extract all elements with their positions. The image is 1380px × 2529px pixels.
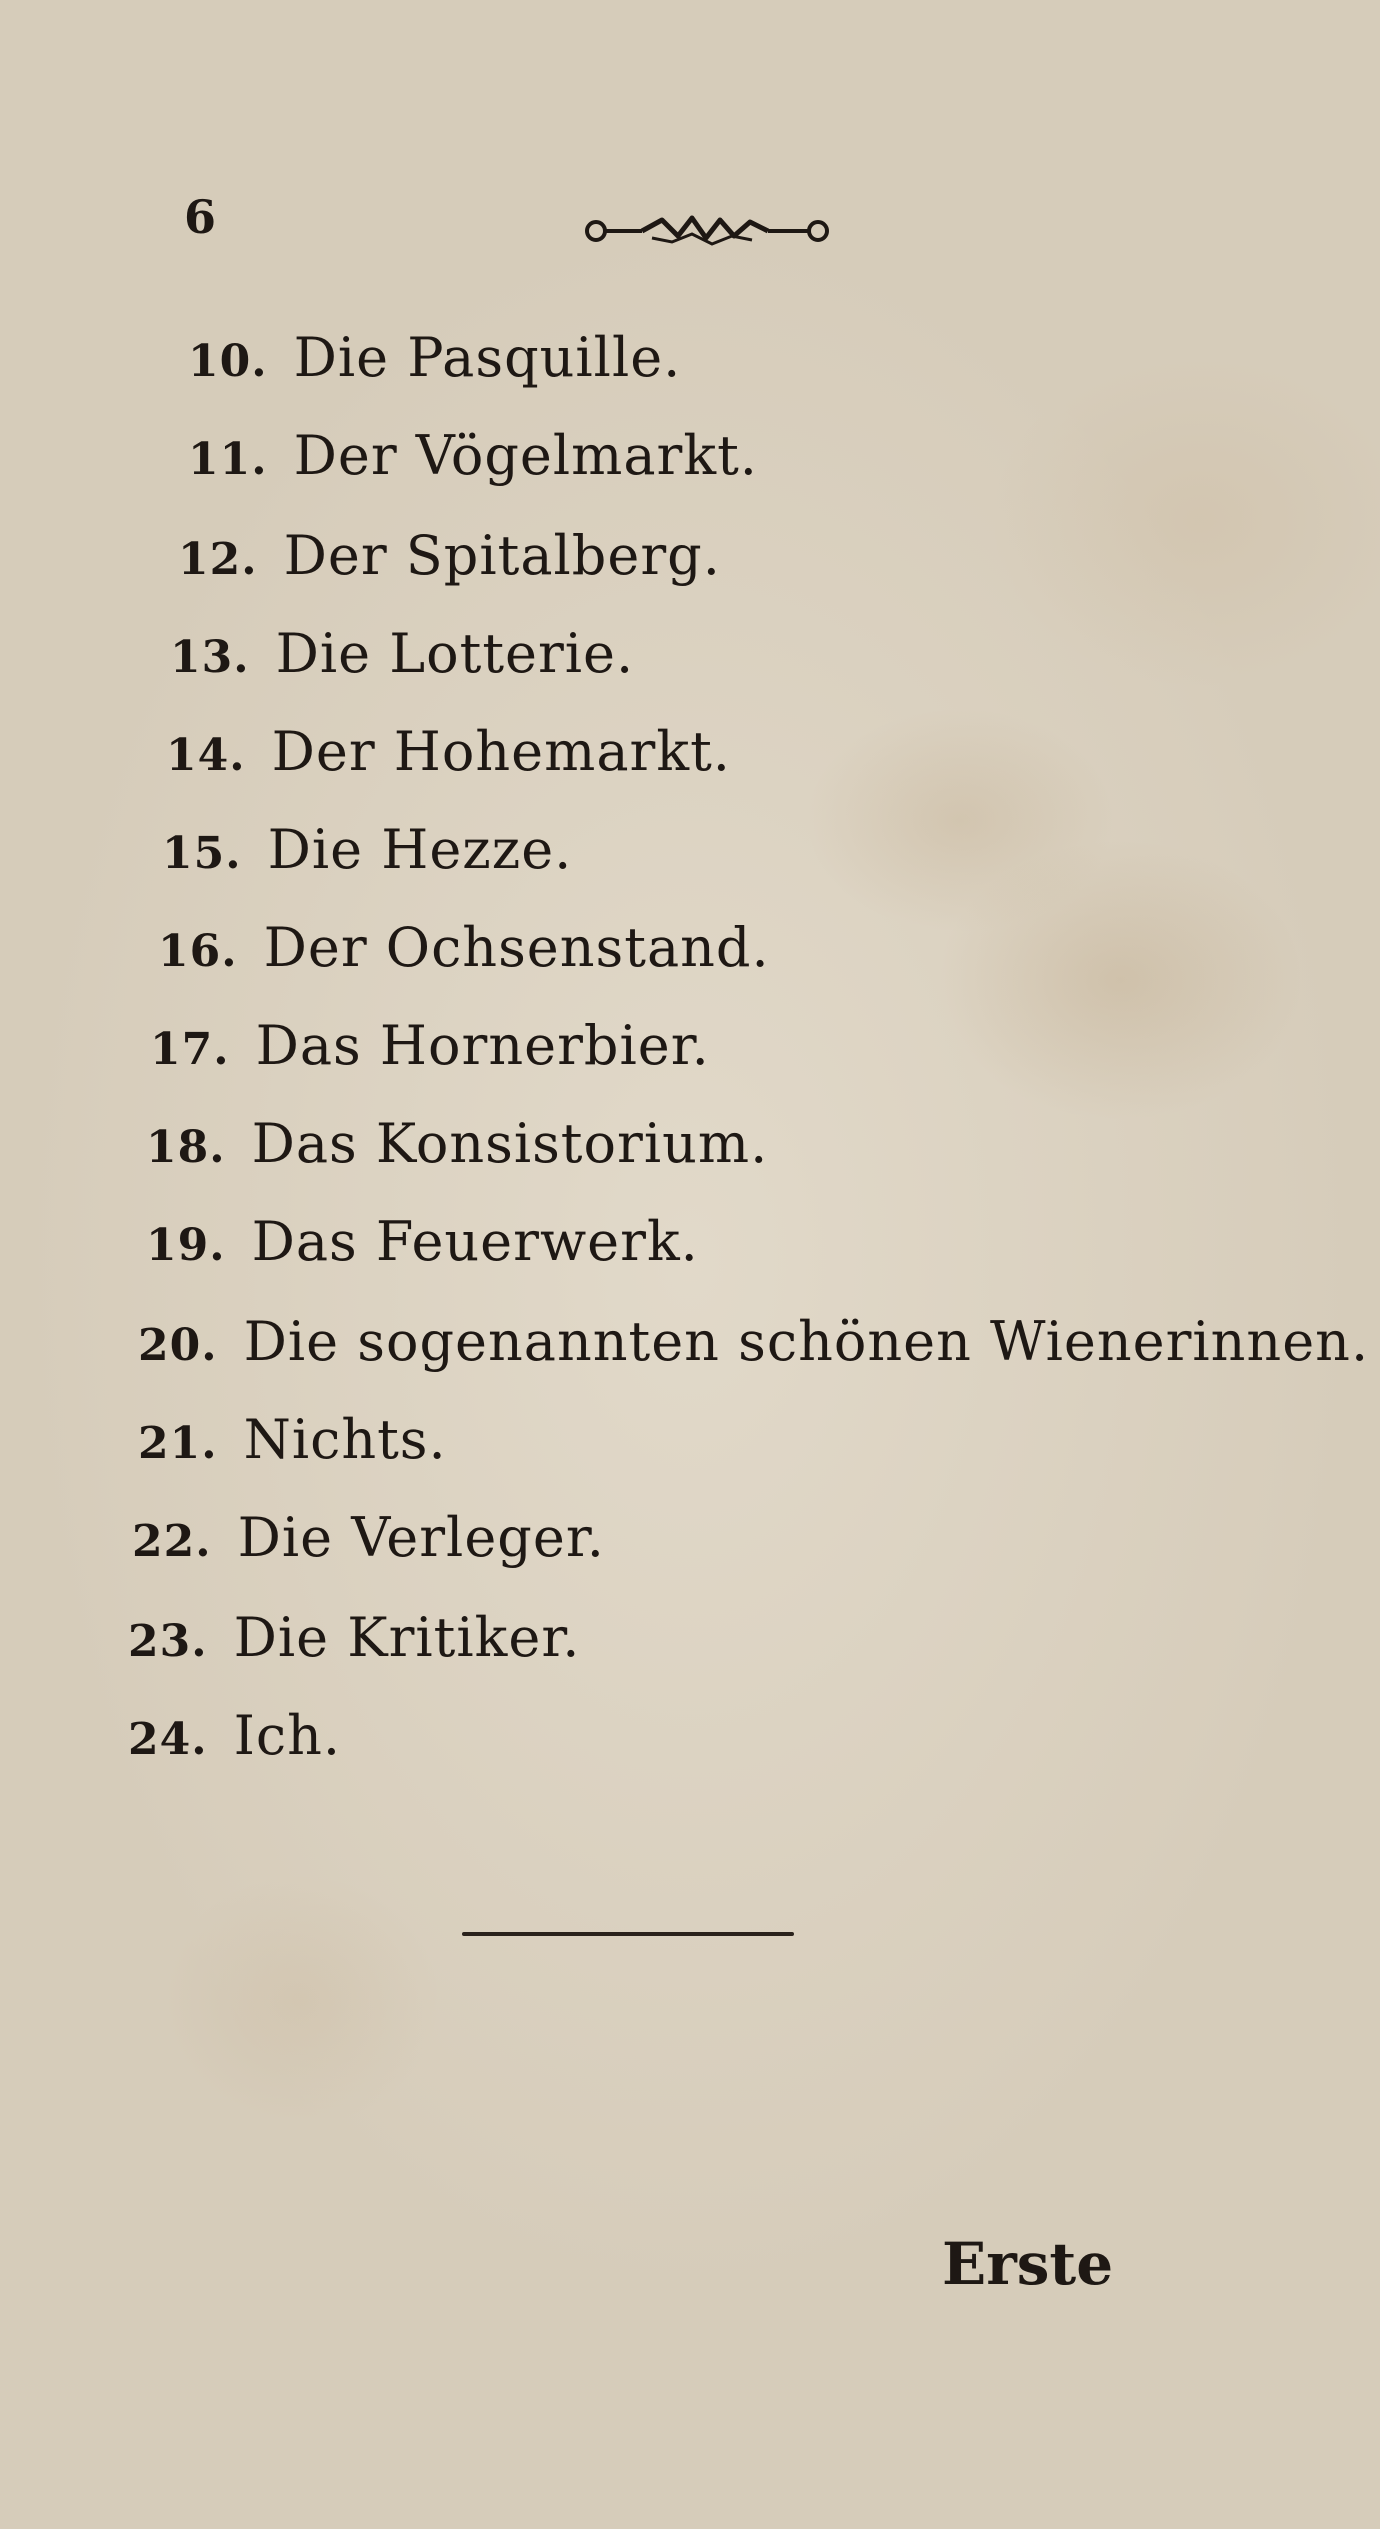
toc-entry-number: 10. xyxy=(188,336,268,387)
toc-entry-title: Der Vögelmarkt. xyxy=(293,424,758,487)
toc-entry-number: 16. xyxy=(158,926,238,977)
toc-entry xyxy=(146,1104,768,1184)
toc-entry xyxy=(138,1400,447,1480)
toc-entry-number: 15. xyxy=(162,828,242,879)
toc-entry-title: Die Lotterie. xyxy=(275,622,635,685)
toc-entry-title: Die sogenannten schönen Wienerinnen. xyxy=(243,1310,1370,1373)
toc-entry-title: Die Kritiker. xyxy=(233,1606,581,1669)
toc-entry-number: 12. xyxy=(178,534,258,585)
toc-entry xyxy=(178,516,721,596)
toc-entry-number: 20. xyxy=(138,1320,218,1371)
toc-entry xyxy=(128,1598,580,1678)
toc-entry-number: 13. xyxy=(170,632,250,683)
toc-entry-number: 24. xyxy=(128,1714,208,1765)
toc-entry-title: Der Ochsenstand. xyxy=(263,916,770,979)
toc-entry xyxy=(150,1006,710,1086)
section-rule xyxy=(462,1932,794,1936)
toc-entry xyxy=(138,1302,1369,1382)
toc-entry xyxy=(166,712,731,792)
toc-entry-title: Der Hohemarkt. xyxy=(271,720,731,783)
toc-entry xyxy=(128,1696,341,1776)
toc-entry-number: 11. xyxy=(188,434,268,485)
toc-entry-title: Der Spitalberg. xyxy=(283,524,721,587)
toc-entry xyxy=(132,1498,605,1578)
toc-entry-number: 23. xyxy=(128,1616,208,1667)
toc-entry-title: Die Pasquille. xyxy=(293,326,682,389)
toc-entry-title: Die Hezze. xyxy=(267,818,573,881)
toc-entry xyxy=(146,1202,699,1282)
toc-entry-number: 18. xyxy=(146,1122,226,1173)
toc-entry xyxy=(188,318,681,398)
toc-entry-number: 19. xyxy=(146,1220,226,1271)
table-of-contents xyxy=(0,318,1380,1778)
toc-entry-title: Nichts. xyxy=(243,1408,447,1471)
toc-entry-number: 17. xyxy=(150,1024,230,1075)
toc-entry-title: Das Konsistorium. xyxy=(251,1112,769,1175)
toc-entry xyxy=(188,416,758,496)
toc-entry-number: 22. xyxy=(132,1516,212,1567)
toc-entry xyxy=(158,908,770,988)
toc-entry-title: Die Verleger. xyxy=(237,1506,605,1569)
toc-entry xyxy=(170,614,634,694)
printer-ornament-icon xyxy=(582,208,832,254)
toc-entry-number: 14. xyxy=(166,730,246,781)
toc-entry-title: Das Feuerwerk. xyxy=(251,1210,699,1273)
toc-entry-number: 21. xyxy=(138,1418,218,1469)
page-number: 6 xyxy=(184,190,217,244)
toc-entry-title: Ich. xyxy=(233,1704,342,1767)
toc-entry xyxy=(162,810,572,890)
page-header xyxy=(0,190,1380,270)
toc-entry-title: Das Hornerbier. xyxy=(255,1014,710,1077)
catchword: Erste xyxy=(942,2230,1114,2298)
